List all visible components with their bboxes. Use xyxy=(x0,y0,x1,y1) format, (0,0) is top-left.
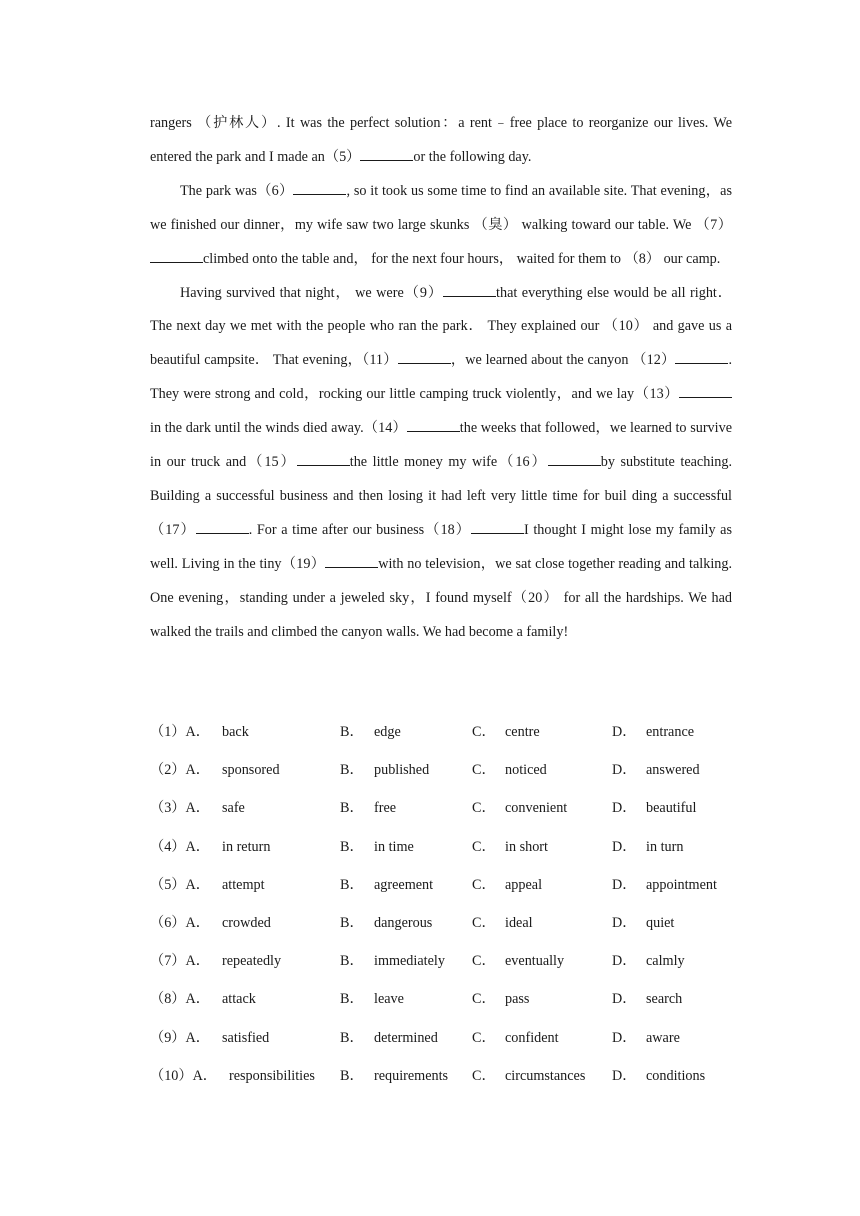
option-letter-c: C． xyxy=(472,1067,496,1084)
option-a[interactable]: back xyxy=(222,724,249,740)
text-segment: or the following day. xyxy=(413,148,532,165)
option-d[interactable]: answered xyxy=(646,762,700,779)
text-segment: Having survived that night， we were（9） xyxy=(180,284,444,301)
question-number: （9）A． xyxy=(150,1029,210,1046)
option-letter-b: B． xyxy=(340,1029,364,1046)
option-letter-c: C． xyxy=(472,838,496,855)
option-a[interactable]: attempt xyxy=(222,876,265,893)
question-options-8 xyxy=(150,981,750,1019)
answer-blank[interactable] xyxy=(360,149,413,161)
answer-blank[interactable] xyxy=(407,420,460,432)
option-b[interactable]: free xyxy=(374,800,397,817)
question-number: （3）A． xyxy=(150,800,210,817)
option-c[interactable]: convenient xyxy=(505,800,568,817)
option-letter-b: B． xyxy=(340,838,364,855)
option-letter-d: D． xyxy=(612,1067,637,1084)
answer-blank[interactable] xyxy=(443,285,496,297)
question-options-7 xyxy=(150,943,750,981)
text-segment: I thought I might lose my family as well. Living in the tiny（19） xyxy=(150,521,732,572)
option-d[interactable]: calmly xyxy=(646,953,685,970)
question-number: （1）A． xyxy=(150,724,210,740)
option-letter-d: D． xyxy=(612,762,637,779)
option-a[interactable]: in return xyxy=(222,838,271,855)
option-letter-b: B． xyxy=(340,991,364,1008)
option-d[interactable]: quiet xyxy=(646,914,675,931)
option-a[interactable]: attack xyxy=(222,991,256,1008)
option-letter-c: C． xyxy=(472,876,496,893)
paragraph-2 xyxy=(150,175,732,277)
question-number: （6）A． xyxy=(150,914,210,931)
answer-blank[interactable] xyxy=(679,386,732,398)
option-letter-b: B． xyxy=(340,762,364,779)
option-c[interactable]: confident xyxy=(505,1029,559,1046)
question-options-10 xyxy=(150,1058,750,1096)
option-d[interactable]: conditions xyxy=(646,1067,706,1084)
option-letter-d: D． xyxy=(612,914,637,931)
options-table xyxy=(150,714,750,1096)
answer-blank[interactable] xyxy=(548,454,601,466)
option-c[interactable]: appeal xyxy=(505,876,543,893)
answer-blank[interactable] xyxy=(675,352,728,364)
option-letter-d: D． xyxy=(612,953,637,970)
question-options-2 xyxy=(150,752,750,790)
option-letter-d: D． xyxy=(612,724,637,740)
text-segment: climbed onto the table and， for the next four hours， waited for them to （8） our camp. xyxy=(203,250,721,267)
option-b[interactable]: edge xyxy=(374,724,401,740)
option-a[interactable]: safe xyxy=(222,800,245,817)
question-number: （4）A． xyxy=(150,838,210,855)
option-c[interactable]: ideal xyxy=(505,914,533,931)
option-d[interactable]: appointment xyxy=(646,876,717,893)
option-c[interactable]: eventually xyxy=(505,953,565,970)
option-letter-d: D． xyxy=(612,800,637,817)
paragraph-1 xyxy=(150,107,732,175)
option-letter-c: C． xyxy=(472,762,496,779)
option-c[interactable]: circumstances xyxy=(505,1067,586,1084)
option-b[interactable]: requirements xyxy=(374,1067,449,1084)
answer-blank[interactable] xyxy=(196,522,249,534)
option-letter-d: D． xyxy=(612,1029,637,1046)
question-number: （7）A． xyxy=(150,953,210,970)
option-a[interactable]: crowded xyxy=(222,914,271,931)
option-c[interactable]: in short xyxy=(505,838,548,855)
text-segment: . They were strong and cold，rocking our little camping truck violently，and we lay（13） xyxy=(150,352,732,403)
option-b[interactable]: leave xyxy=(374,991,404,1008)
text-segment: that everything else would be all right． The next day we met with the people who ran the park． They explained our （10） and gave us a beautiful campsite． That evening，（11） xyxy=(150,284,732,369)
option-letter-d: D． xyxy=(612,991,637,1008)
text-segment: The park was（6） xyxy=(180,182,294,199)
text-segment: the little money my wife（16） xyxy=(349,454,548,471)
option-letter-b: B． xyxy=(340,876,364,893)
answer-blank[interactable] xyxy=(398,352,451,364)
option-b[interactable]: in time xyxy=(374,838,414,855)
question-number: （2）A． xyxy=(150,762,210,779)
option-letter-b: B． xyxy=(340,914,364,931)
option-letter-c: C． xyxy=(472,800,496,817)
option-a[interactable]: satisfied xyxy=(222,1029,270,1046)
option-c[interactable]: centre xyxy=(505,724,540,740)
option-letter-b: B． xyxy=(340,1067,364,1084)
option-d[interactable]: search xyxy=(646,991,683,1008)
text-segment: . For a time after our business（18） xyxy=(248,521,471,538)
option-letter-b: B． xyxy=(340,953,364,970)
question-number: （10）A． xyxy=(150,1067,217,1084)
answer-blank[interactable] xyxy=(297,454,350,466)
option-a[interactable]: responsibilities xyxy=(229,1067,315,1084)
text-segment: rangers （护林人）. It was the perfect solution：a rent﹣free place to reorganize our lives. We entered the park and I made an（5） xyxy=(150,115,732,165)
option-letter-b: B． xyxy=(340,724,364,740)
option-c[interactable]: noticed xyxy=(505,762,547,779)
option-d[interactable]: entrance xyxy=(646,724,695,740)
option-d[interactable]: beautiful xyxy=(646,800,697,817)
option-letter-c: C． xyxy=(472,953,496,970)
paragraph-3 xyxy=(150,277,732,650)
question-options-1 xyxy=(150,714,750,752)
text-segment: with no television，we sat close together reading and talking. One evening，standing under a jeweled sky，I found myself（20） for all the hardships. We had walked the trails and climbed the canyon walls. We had become a family! xyxy=(150,555,732,640)
option-b[interactable]: determined xyxy=(374,1029,438,1046)
question-number: （5）A． xyxy=(150,876,210,893)
passage xyxy=(150,107,732,650)
answer-blank[interactable] xyxy=(293,183,346,195)
text-segment: , so it took us some time to find an available site. That evening，as we finished our dinner，my wife saw two large skunks （臭） walking toward our table. We （7） xyxy=(150,182,732,233)
option-b[interactable]: published xyxy=(374,762,430,779)
question-options-4 xyxy=(150,829,750,867)
question-options-6 xyxy=(150,905,750,943)
question-number: （8）A． xyxy=(150,991,210,1008)
question-options-9 xyxy=(150,1020,750,1058)
option-letter-c: C． xyxy=(472,991,496,1008)
question-options-5 xyxy=(150,867,750,905)
option-a[interactable]: sponsored xyxy=(222,762,280,779)
option-letter-c: C． xyxy=(472,1029,496,1046)
option-b[interactable]: dangerous xyxy=(374,914,433,931)
answer-blank[interactable] xyxy=(471,522,524,534)
option-letter-c: C． xyxy=(472,724,496,740)
option-letter-c: C． xyxy=(472,914,496,931)
text-segment: in the dark until the winds died away.（14） xyxy=(150,420,407,437)
answer-blank[interactable] xyxy=(150,251,203,263)
option-letter-d: D． xyxy=(612,876,637,893)
option-b[interactable]: immediately xyxy=(374,953,445,970)
option-a[interactable]: repeatedly xyxy=(222,953,282,970)
option-letter-d: D． xyxy=(612,838,637,855)
option-d[interactable]: in turn xyxy=(646,838,684,855)
option-d[interactable]: aware xyxy=(646,1029,680,1046)
text-segment: the weeks that followed，we learned to survive in our truck and（15） xyxy=(150,420,732,471)
option-letter-b: B． xyxy=(340,800,364,817)
question-options-3 xyxy=(150,790,750,828)
text-segment: ，we learned about the canyon （12） xyxy=(450,352,676,369)
answer-blank[interactable] xyxy=(325,556,378,568)
text-segment: by substitute teaching. Building a successful business and then losing it had left very little time for buil ding a successful（17） xyxy=(150,454,732,538)
option-c[interactable]: pass xyxy=(505,991,530,1008)
option-b[interactable]: agreement xyxy=(374,876,434,893)
